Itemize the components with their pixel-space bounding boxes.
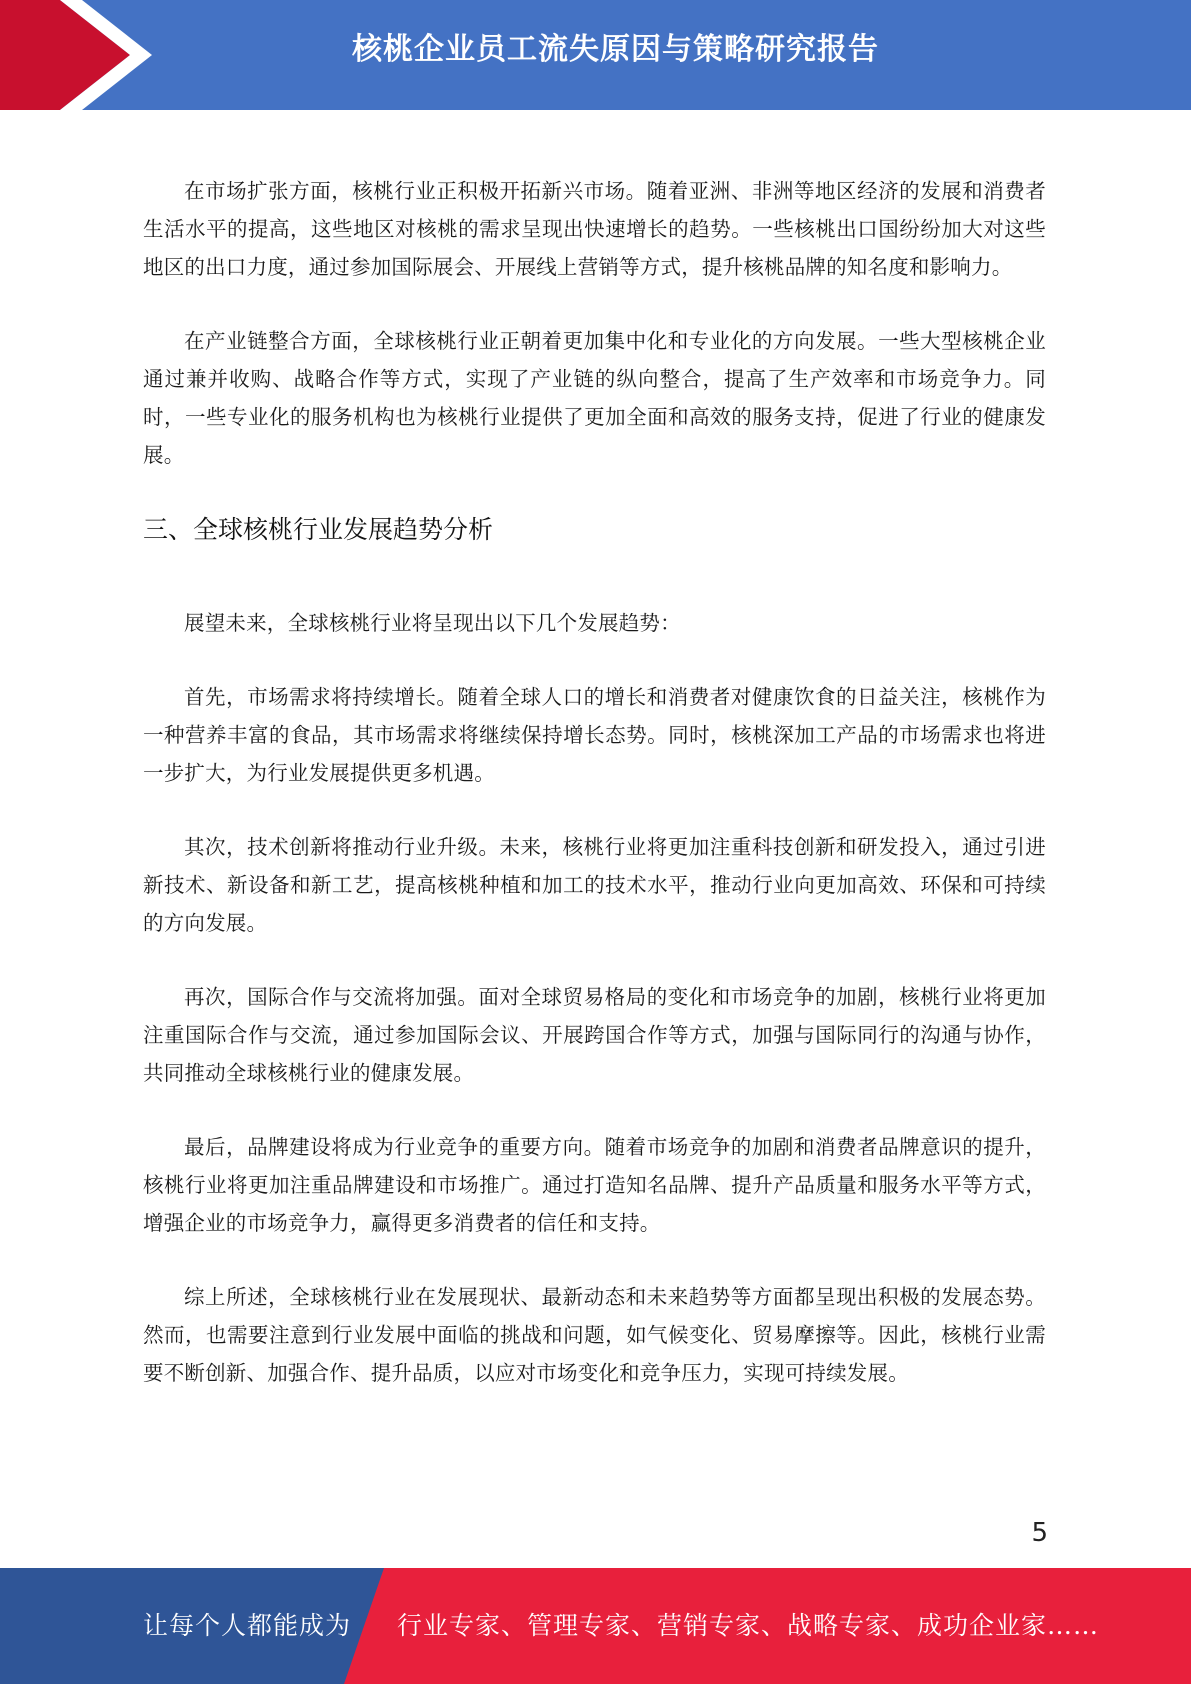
document-title: 核桃企业员工流失原因与策略研究报告 — [352, 32, 879, 67]
paragraph-trend-technology: 其次，技术创新将推动行业升级。未来，核桃行业将更加注重科技创新和研发投入，通过引进新技术、新设备和新工艺，提高核桃种植和加工的技术水平，推动行业向更加高效、环保和可持续的方向发展。 — [143, 835, 1046, 935]
paragraph-trend-cooperation: 再次，国际合作与交流将加强。面对全球贸易格局的变化和市场竞争的加剧，核桃行业将更加注重国际合作与交流，通过参加国际会议、开展跨国合作等方式，加强与国际同行的沟通与协作，共同推动全球核桃行业的健康发展。 — [143, 985, 1046, 1085]
paragraph-outlook: 展望未来，全球核桃行业将呈现出以下几个发展趋势： — [184, 611, 681, 635]
header-banner — [0, 0, 1191, 110]
page-number: 5 — [1031, 1518, 1048, 1548]
footer-slogan-left: 让每个人都能成为 — [143, 1611, 352, 1640]
section-heading: 三、全球核桃行业发展趋势分析 — [143, 515, 494, 544]
paragraph-trend-demand: 首先，市场需求将持续增长。随着全球人口的增长和消费者对健康饮食的日益关注，核桃作为一种营养丰富的食品，其市场需求将继续保持增长态势。同时，核桃深加工产品的市场需求也将进一步扩大，为行业发展提供更多机遇。 — [143, 685, 1046, 785]
paragraph-summary: 综上所述，全球核桃行业在发展现状、最新动态和未来趋势等方面都呈现出积极的发展态势。然而，也需要注意到行业发展中面临的挑战和问题，如气候变化、贸易摩擦等。因此，核桃行业需要不断创新、加强合作、提升品质，以应对市场变化和竞争压力，实现可持续发展。 — [143, 1285, 1046, 1385]
footer-slogan-right: 行业专家、管理专家、营销专家、战略专家、成功企业家…… — [397, 1611, 1100, 1640]
footer-banner — [0, 1568, 1191, 1684]
paragraph-industry-chain: 在产业链整合方面，全球核桃行业正朝着更加集中化和专业化的方向发展。一些大型核桃企业通过兼并收购、战略合作等方式，实现了产业链的纵向整合，提高了生产效率和市场竞争力。同时，一些专业化的服务机构也为核桃行业提供了更加全面和高效的服务支持，促进了行业的健康发展。 — [143, 329, 1046, 467]
paragraph-market-expansion: 在市场扩张方面，核桃行业正积极开拓新兴市场。随着亚洲、非洲等地区经济的发展和消费者生活水平的提高，这些地区对核桃的需求呈现出快速增长的趋势。一些核桃出口国纷纷加大对这些地区的出口力度，通过参加国际展会、开展线上营销等方式，提升核桃品牌的知名度和影响力。 — [143, 179, 1046, 279]
paragraph-trend-branding: 最后，品牌建设将成为行业竞争的重要方向。随着市场竞争的加剧和消费者品牌意识的提升，核桃行业将更加注重品牌建设和市场推广。通过打造知名品牌、提升产品质量和服务水平等方式，增强企业的市场竞争力，赢得更多消费者的信任和支持。 — [143, 1135, 1046, 1235]
main-content — [143, 172, 1046, 1428]
